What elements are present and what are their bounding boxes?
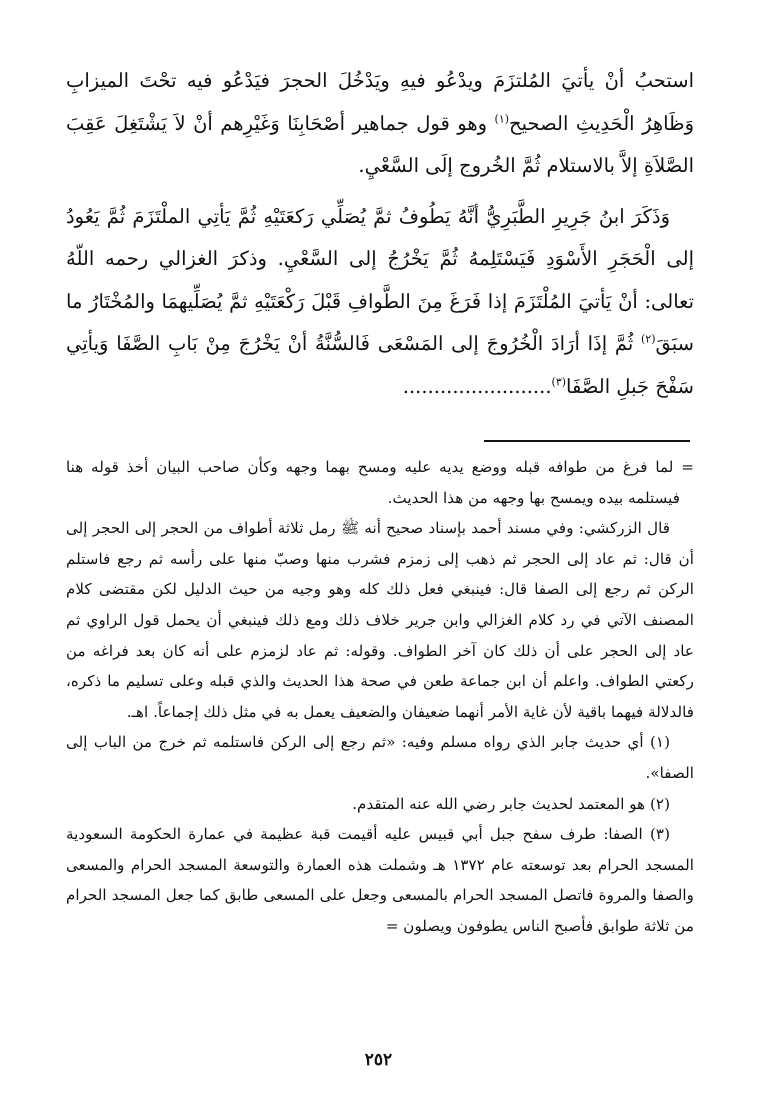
footnote-3 bbox=[66, 819, 694, 941]
footnote-continuation: = لما فرغ من طوافه قبله ووضع يديه عليه ومسح بهما وجهه وكأن صاحب البيان أخذ قوله هنا فيستلمه بيده ويمسح بها وجهه من هذا الحديث. bbox=[66, 458, 694, 507]
paragraph-2-part-2: ثُمَّ إذَا أرَادَ الْخُرُوجَ إلى المَسْعَى فَالسُّنَّةُ أنْ يَخْرُجَ مِنْ بَابِ الصَّفَا وَيأتِي سَفْحَ جَبلِ الصَّفَا bbox=[66, 332, 694, 398]
footnote-zarkashi: قال الزركشي: وفي مسند أحمد بإسناد صحيح أنه ﷺ رمل ثلاثة أطواف من الحجر إلى الحجر إلى أن قال: ثم عاد إلى الحجر ثم ذهب إلى زمزم فشرب منها وصبّ منها على رأسه ثم رجع فاستلم الركن ثم رجع إلى الصفا قال: فينبغي فعل ذلك كله وهو وجيه من حيث الدليل لكن مقتضى كلام المصنف الآتي في رد كلام الغزالي وابن جرير خلاف ذلك ومع ذلك فينبغي أن يحمل قول الراوي ثم عاد إلى الحجر على أن ذلك كان آخر الطواف. وقوله: ثم عاد لزمزم على أنه كان بعد فراغه من ركعتي الطواف. واعلم أن ابن جماعة طعن في صحة هذا الحديث والذي قبله وعلى تسليم ما ذكره، فالدلالة فيهما باقية لأن غاية الأمر أنهما ضعيفان والضعيف يعمل به في مثل ذلك إجماعاً. اهـ. bbox=[66, 519, 694, 721]
paragraph-1-text: استحبُ أنْ يأتيَ المُلتزَمَ ويدْعُو فيهِ ويَدْخُلَ الحجرَ فيَدْعُو فيه تحْتَ الميزابِ وَظَاهِرُ الْحَدِيثِ الصحيح bbox=[66, 69, 694, 135]
paragraph-1-text-after: وهو قول جماهير أصْحَابِنَا وَغَيْرِهم أنْ لاَ يَشْتَغِلَ عَقِبَ الصَّلاَةِ إلاَّ بالاستلام ثُمَّ الخُروج إلَى السَّعْيِ. bbox=[66, 111, 694, 177]
footnote-divider bbox=[484, 440, 690, 442]
footnotes-section bbox=[66, 452, 694, 942]
main-paragraph-2 bbox=[66, 196, 694, 409]
paragraph-2-part-1: وَذَكَرَ ابنُ جَرِيرِ الطَّبَرِيُّ أنَّهُ يَطُوفُ ثمَّ يُصَلِّي رَكعَتَيْهِ ثُمَّ يَأتِي الملْتَزَمَ ثُمَّ يَعُودُ إلى الْحَجَرِ الأَسْوَدِ فَيَسْتَلِمهُ ثُمَّ يَخْرُجُ إلى السَّعْيِ. وذكرَ الغزالي رحمه اللّهُ تعالى: أنْ يَأتيَ المُلْتَزَمَ إذا فَرَغَ مِنَ الطَّوافِ قَبْلَ رَكْعَتَيْهِ ثمَّ يُصَلِّيهمَا والمُخْتَارُ ما سبَقَ bbox=[66, 204, 694, 355]
footnote-1-number: (١) bbox=[649, 733, 670, 752]
main-text bbox=[66, 60, 694, 416]
main-paragraph-1 bbox=[66, 60, 694, 188]
footnote-ref-3: (٣) bbox=[551, 375, 567, 388]
page-number: ٢٥٢ bbox=[364, 1050, 393, 1070]
footnote-3-text: الصفا: طرف سفح جبل أبي قبيس عليه أقيمت قبة عظيمة في عمارة الحكومة السعودية المسجد الحرام بعد توسعته عام ١٣٧٢ هـ وشملت هذه العمارة والتوسعة المسجد الحرام والمسعى والصفا والمروة فاتصل المسجد الحرام بالمسعى وجعل على المسعى طابق كما جعل المسجد الحرام من ثلاثة طوابق فأصبح الناس يطوفون ويصلون = bbox=[66, 825, 694, 935]
footnote-1 bbox=[66, 727, 694, 788]
footnote-2-number: (٢) bbox=[649, 794, 670, 813]
footnote-ref-1: (١) bbox=[494, 112, 510, 125]
footnote-ref-2: (٢) bbox=[640, 332, 656, 346]
footnote-2 bbox=[66, 789, 694, 820]
footnote-1-text: أي حديث جابر الذي رواه مسلم وفيه: «ثم رجع إلى الركن فاستلمه ثم خرج من الباب إلى الصفا». bbox=[66, 733, 694, 782]
trailing-dots: ........................ bbox=[402, 374, 552, 398]
footnote-3-number: (٣) bbox=[649, 825, 670, 844]
footnote-2-text: هو المعتمد لحديث جابر رضي الله عنه المتقدم. bbox=[352, 794, 650, 813]
